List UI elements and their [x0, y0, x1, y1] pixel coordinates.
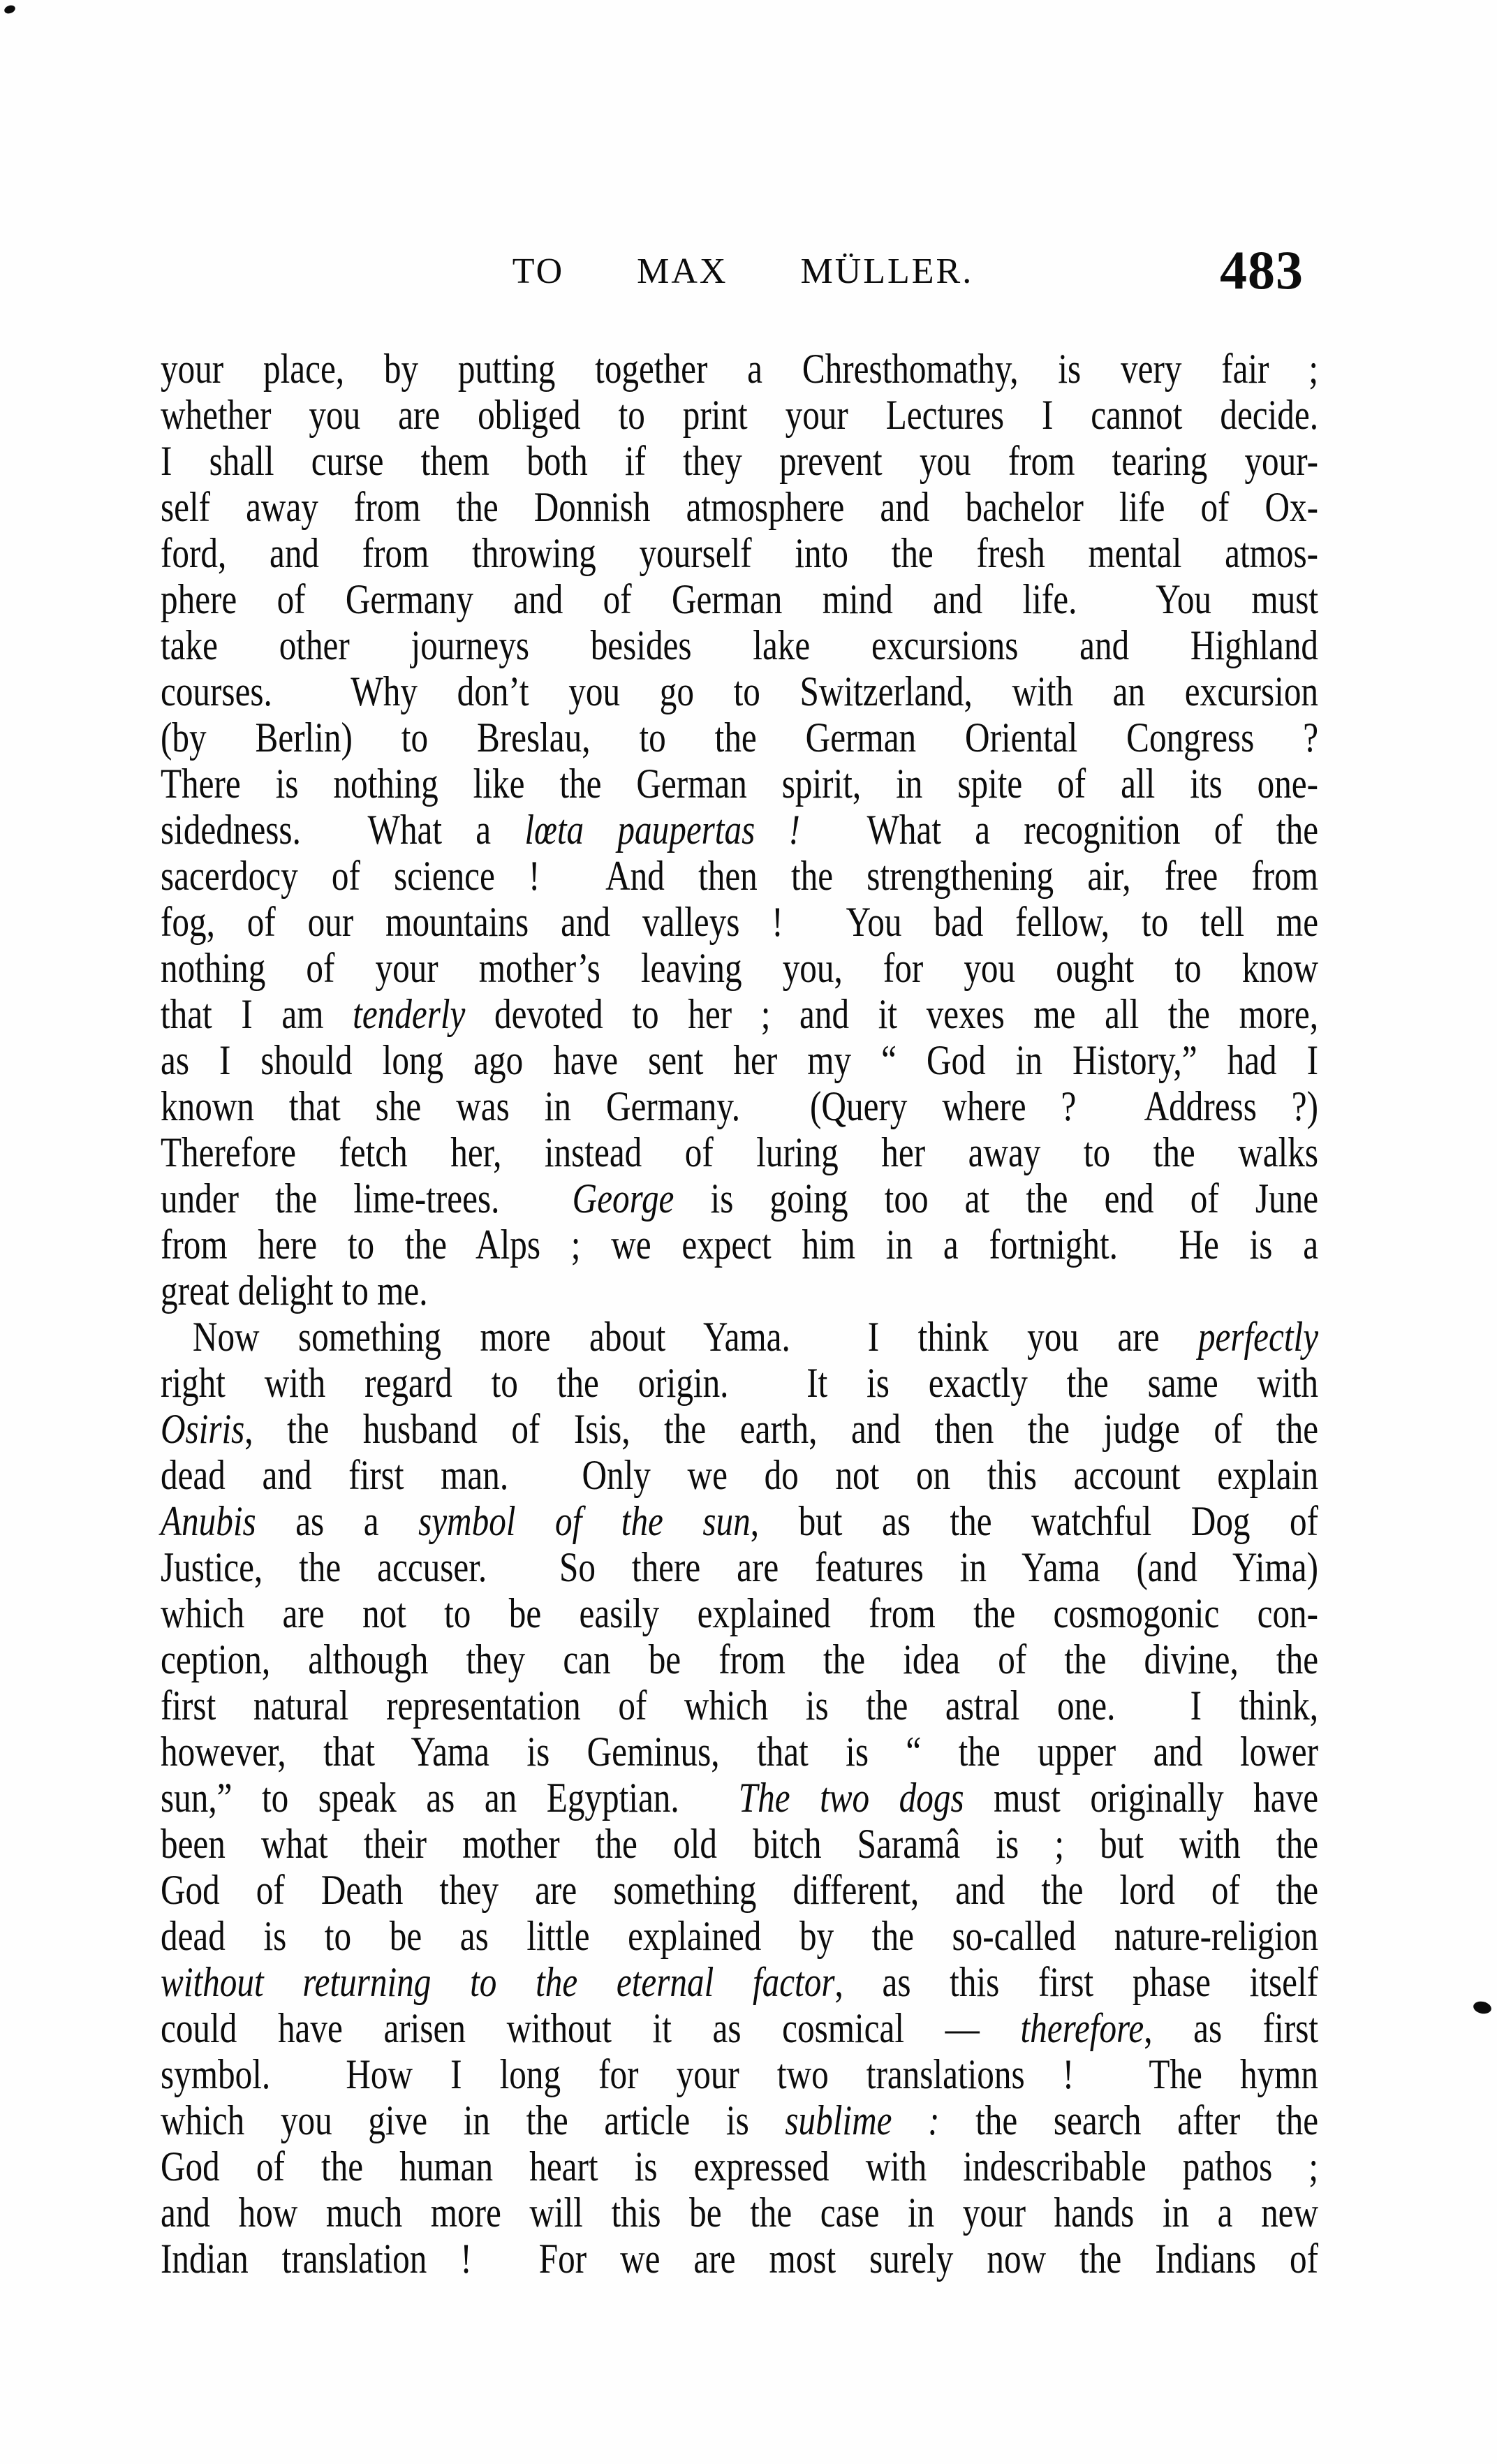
- text-run: I shall curse them both if they prevent you from tearing your-: [161, 438, 1319, 484]
- text-run: could have arisen without it as cosmical —: [161, 2005, 1021, 2051]
- italic-text-run: symbol of the sun: [418, 1498, 751, 1544]
- text-run: God of the human heart is expressed with indescribable pathos ;: [161, 2143, 1319, 2190]
- text-run: as I should long ago have sent her my “ God in History,” had I: [161, 1037, 1319, 1083]
- text-run: nothing of your mother’s leaving you, for you ought to know: [161, 945, 1319, 991]
- text-line: [161, 576, 1318, 622]
- text-line: [161, 2143, 1318, 2190]
- text-line: [161, 899, 1318, 945]
- text-run: , as this first phase itself: [834, 1959, 1319, 2005]
- text-run: phere of Germany and of German mind and life. You must: [161, 576, 1319, 622]
- text-run: sun,” to speak as an Egyptian.: [161, 1775, 739, 1821]
- text-run: , but as the watchful Dog of: [750, 1498, 1319, 1544]
- text-line: [161, 1729, 1318, 1775]
- text-run: Indian translation ! For we are most surely now the Indians of: [161, 2236, 1319, 2282]
- text-run: Justice, the accuser. So there are features in Yama (and Yima): [161, 1544, 1319, 1590]
- italic-text-run: perfectly: [1197, 1314, 1319, 1360]
- text-run: sacerdocy of science ! And then the strengthening air, free from: [161, 853, 1319, 899]
- text-line: [161, 530, 1318, 576]
- italic-text-run: tenderly: [353, 991, 466, 1037]
- text-run: dead and first man. Only we do not on this account explain: [161, 1452, 1319, 1498]
- text-line: [161, 1452, 1318, 1498]
- text-line: [161, 1636, 1318, 1682]
- text-run: first natural representation of which is the astral one. I think,: [161, 1682, 1319, 1729]
- text-run: self away from the Donnish atmosphere and bachelor life of Ox-: [161, 484, 1319, 530]
- scan-artifact: [3, 4, 17, 15]
- text-run: Now something more about Yama. I think you are: [192, 1314, 1198, 1360]
- text-run: known that she was in Germany. (Query where ? Address ?): [161, 1083, 1319, 1129]
- text-run: There is nothing like the German spirit, in spite of all its one-: [161, 761, 1319, 807]
- text-line: [161, 1682, 1318, 1729]
- text-line: [161, 1590, 1318, 1636]
- text-run: right with regard to the origin. It is exactly the same with: [161, 1360, 1319, 1406]
- text-run: however, that Yama is Geminus, that is “ the upper and lower: [161, 1729, 1319, 1775]
- running-head-title: TO MAX MÜLLER.: [512, 251, 974, 291]
- text-run: great delight to me.: [161, 1268, 428, 1314]
- text-run: symbol. How I long for your two translations ! The hymn: [161, 2051, 1319, 2097]
- text-line: [161, 1406, 1318, 1452]
- text-run: ford, and from throwing yourself into the fresh mental atmos-: [161, 530, 1319, 576]
- italic-text-run: lœta paupertas !: [524, 807, 800, 853]
- text-run: whether you are obliged to print your Lectures I cannot decide.: [161, 392, 1319, 438]
- text-line: [161, 438, 1318, 484]
- text-run: devoted to her ; and it vexes me all the more,: [465, 991, 1319, 1037]
- text-run: the search after the: [939, 2097, 1319, 2143]
- text-line: [161, 1913, 1318, 1959]
- text-line: [161, 2097, 1318, 2143]
- italic-text-run: without returning to the eternal factor: [161, 1959, 835, 2005]
- text-line: [161, 991, 1318, 1037]
- text-run: under the lime-trees.: [161, 1175, 573, 1222]
- text-line: [161, 668, 1318, 714]
- text-line: [161, 2051, 1318, 2097]
- text-line: [161, 714, 1318, 761]
- italic-text-run: Osiris: [161, 1406, 245, 1452]
- text-line: [161, 1268, 1318, 1314]
- text-line: [161, 853, 1318, 899]
- text-run: as a: [256, 1498, 419, 1544]
- text-line: [161, 1129, 1318, 1175]
- text-run: take other journeys besides lake excursions and Highland: [161, 622, 1319, 668]
- text-line: [161, 1544, 1318, 1590]
- text-line: [161, 807, 1318, 853]
- italic-text-run: The two dogs: [738, 1775, 964, 1821]
- text-run: God of Death they are something different, and the lord of the: [161, 1867, 1319, 1913]
- italic-text-run: therefore: [1020, 2005, 1144, 2051]
- text-run: , the husband of Isis, the earth, and then the judge of the: [244, 1406, 1319, 1452]
- text-run: fog, of our mountains and valleys ! You bad fellow, to tell me: [161, 899, 1319, 945]
- text-line: [161, 1037, 1318, 1083]
- text-block: [161, 346, 1318, 2282]
- text-line: [161, 346, 1318, 392]
- text-run: is going too at the end of June: [674, 1175, 1319, 1222]
- text-line: [161, 1314, 1318, 1360]
- page-number: 483: [1220, 240, 1304, 300]
- text-line: [161, 1959, 1318, 2005]
- text-run: which you give in the article is: [161, 2097, 786, 2143]
- text-run: from here to the Alps ; we expect him in a fortnight. He is a: [161, 1222, 1319, 1268]
- text-line: [161, 484, 1318, 530]
- text-line: [161, 622, 1318, 668]
- text-run: dead is to be as little explained by the so-called nature-religion: [161, 1913, 1319, 1959]
- text-run: that I am: [161, 991, 353, 1037]
- italic-text-run: Anubis: [161, 1498, 256, 1544]
- text-run: which are not to be easily explained from the cosmogonic con-: [161, 1590, 1319, 1636]
- text-run: What a recognition of the: [799, 807, 1319, 853]
- text-line: [161, 761, 1318, 807]
- italic-text-run: George: [572, 1175, 674, 1222]
- italic-text-run: sublime :: [785, 2097, 940, 2143]
- text-line: [161, 2236, 1318, 2282]
- text-run: and how much more will this be the case in your hands in a new: [161, 2190, 1319, 2236]
- text-run: must originally have: [964, 1775, 1319, 1821]
- text-run: ception, although they can be from the idea of the divine, the: [161, 1636, 1319, 1682]
- text-run: (by Berlin) to Breslau, to the German Oriental Congress ?: [161, 714, 1319, 761]
- text-line: [161, 1222, 1318, 1268]
- text-run: sidedness. What a: [161, 807, 525, 853]
- text-line: [161, 1821, 1318, 1867]
- text-run: , as first: [1144, 2005, 1319, 2051]
- text-line: [161, 392, 1318, 438]
- text-line: [161, 1360, 1318, 1406]
- text-line: [161, 945, 1318, 991]
- text-run: your place, by putting together a Chresthomathy, is very fair ;: [161, 346, 1319, 392]
- text-line: [161, 1083, 1318, 1129]
- text-line: [161, 1498, 1318, 1544]
- text-line: [161, 2005, 1318, 2051]
- scan-artifact: [1473, 2000, 1493, 2015]
- text-line: [161, 1175, 1318, 1222]
- text-line: [161, 1775, 1318, 1821]
- text-line: [161, 2190, 1318, 2236]
- text-run: courses. Why don’t you go to Switzerland, with an excursion: [161, 668, 1319, 714]
- text-run: been what their mother the old bitch Saramâ is ; but with the: [161, 1821, 1319, 1867]
- text-line: [161, 1867, 1318, 1913]
- text-run: Therefore fetch her, instead of luring her away to the walks: [161, 1129, 1319, 1175]
